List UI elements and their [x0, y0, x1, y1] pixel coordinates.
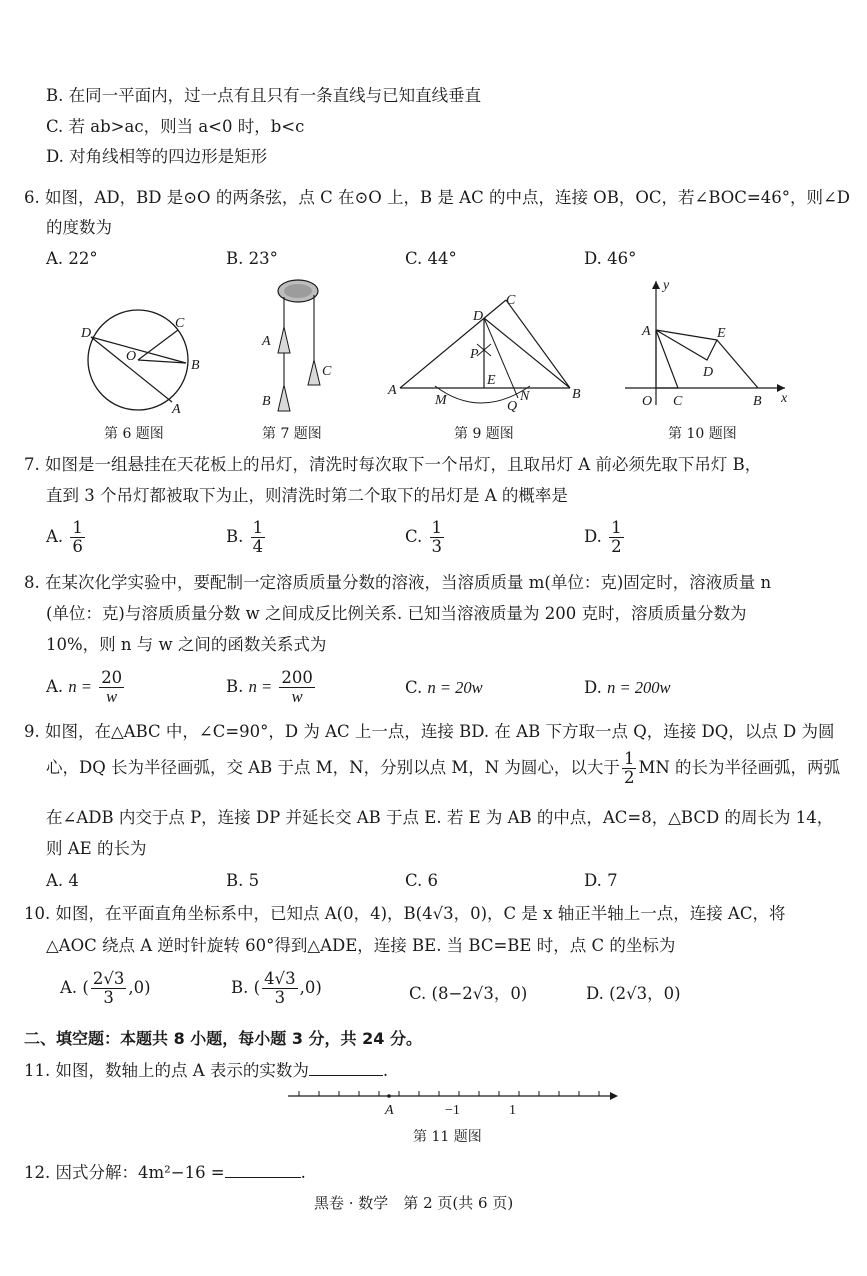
q8-stem-line2: (单位：克)与溶质质量分数 w 之间成反比例关系. 已知当溶液质量为 200 克时，溶质质量分数为: [46, 604, 747, 623]
q10-stem-line1: 10. 如图，在平面直角坐标系中，已知点 A(0，4)，B(4√3，0)，C 是 x 轴正半轴上一点，连接 AC，将: [24, 904, 786, 923]
q9-stem-line4: 则 AE 的长为: [46, 839, 147, 858]
fig10-label-d: D: [703, 365, 714, 380]
figure-6-caption: 第 6 题图: [104, 426, 164, 442]
q8-option-a: A. n = $\frac{20}{w}$: [46, 668, 123, 706]
section-2-heading: 二、填空题：本题共 8 小题，每小题 3 分，共 24 分。: [24, 1029, 422, 1048]
q12-answer-blank[interactable]: [225, 1161, 301, 1178]
fig10-label-y: y: [663, 278, 670, 293]
q7-option-b: B. $\frac{1}{4}$: [226, 518, 264, 556]
q9-option-d: D. 7: [584, 871, 618, 890]
fig9-label-b: B: [572, 387, 581, 402]
q7-option-d: D. $\frac{1}{2}$: [584, 518, 622, 556]
fig7-label-b: B: [262, 394, 271, 409]
q7-stem-line2: 直到 3 个吊灯都被取下为止，则清洗时第二个取下的吊灯是 A 的概率是: [46, 486, 568, 505]
fig6-label-a: A: [172, 402, 181, 415]
q11-axis-label-1: 1: [509, 1103, 516, 1118]
q11-answer-blank[interactable]: [309, 1059, 383, 1076]
q10-stem-line2: △AOC 绕点 A 逆时针旋转 60°得到△ADE，连接 BE. 当 BC=BE 时，点 C 的坐标为: [46, 936, 676, 955]
q8-option-d: D. n = 200w: [584, 678, 671, 697]
q9-stem-line2: 心，DQ 长为半径画弧，交 AB 于点 M，N，分别以点 M，N 为圆心，以大于 $\frac{1}{2}$ MN 的长为半径画弧，两弧: [46, 749, 841, 787]
fig10-label-c: C: [673, 394, 683, 409]
fig10-label-x: x: [781, 391, 788, 406]
q5-option-d: D. 对角线相等的四边形是矩形: [46, 147, 268, 166]
figure-10-coordinate: [615, 275, 795, 415]
figure-7-caption: 第 7 题图: [262, 426, 322, 442]
q6-stem-line1: 6. 如图，AD，BD 是⊙O 的两条弦，点 C 在⊙O 上，B 是 AC 的中点，连接 OB，OC，若∠BOC=46°，则∠D: [24, 188, 851, 207]
fig10-label-b: B: [753, 394, 762, 409]
q12-stem: 12. 因式分解：4m²−16 = .: [24, 1163, 306, 1182]
fig6-label-c: C: [175, 316, 185, 331]
figure-9-caption: 第 9 题图: [454, 426, 514, 442]
q11-axis-label-neg1: −1: [445, 1103, 460, 1118]
q10-option-c: C. (8−2√3，0): [409, 984, 528, 1003]
fig6-label-b: B: [191, 358, 200, 373]
fig9-label-c: C: [506, 293, 516, 308]
fig9-label-p: P: [470, 347, 479, 362]
q6-option-b: B. 23°: [226, 249, 278, 268]
figure-10-caption: 第 10 题图: [668, 426, 737, 442]
q6-option-c: C. 44°: [405, 249, 457, 268]
q9-stem-line1: 9. 如图，在△ABC 中，∠C=90°，D 为 AC 上一点，连接 BD. 在 AB 下方取一点 Q，连接 DQ，以点 D 为圆: [24, 722, 835, 741]
q9-stem-line3: 在∠ADB 内交于点 P，连接 DP 并延长交 AB 于点 E. 若 E 为 AB 的中点，AC=8，△BCD 的周长为 14，: [46, 808, 834, 827]
q5-option-c: C. 若 ab>ac，则当 a<0 时，b<c: [46, 117, 305, 136]
q11-stem: 11. 如图，数轴上的点 A 表示的实数为 .: [24, 1061, 389, 1080]
fig9-label-e: E: [487, 373, 496, 388]
fig9-label-q: Q: [507, 399, 518, 414]
q8-stem-line3: 10%，则 n 与 w 之间的函数关系式为: [46, 635, 327, 654]
q11-axis-label-a: A: [385, 1103, 394, 1118]
q8-option-b: B. n = $\frac{200}{w}$: [226, 668, 313, 706]
q9-option-a: A. 4: [46, 871, 79, 890]
q8-stem-line1: 8. 在某次化学实验中，要配制一定溶质质量分数的溶液，当溶质质量 m(单位：克)固定时，溶液质量 n: [24, 573, 772, 592]
q10-option-d: D. (2√3，0): [586, 984, 681, 1003]
fig9-label-n: N: [520, 389, 530, 404]
figure-9-triangle: [385, 288, 590, 418]
q7-stem-line1: 7. 如图是一组悬挂在天花板上的吊灯，清洗时每次取下一个吊灯，且取吊灯 A 前必须先取下吊灯 B，: [24, 455, 762, 474]
q6-stem-line2: 的度数为: [46, 218, 112, 237]
fig10-label-a: A: [642, 324, 651, 339]
q8-option-c: C. n = 20w: [405, 678, 483, 697]
fig9-label-d: D: [473, 309, 484, 324]
q9-option-c: C. 6: [405, 871, 439, 890]
fig9-label-m: M: [435, 393, 447, 408]
fig9-label-a: A: [388, 383, 397, 398]
q9-option-b: B. 5: [226, 871, 260, 890]
page-footer: 黑卷 · 数学 第 2 页(共 6 页): [314, 1194, 514, 1212]
figure-7-lamps: [258, 275, 338, 420]
q10-option-b: B. ( $\frac{4√3}{3}$ ,0): [231, 969, 322, 1007]
q11-figure-caption: 第 11 题图: [413, 1129, 482, 1145]
fig7-label-c: C: [322, 364, 332, 379]
q6-option-d: D. 46°: [584, 249, 637, 268]
fig10-label-e: E: [717, 326, 726, 341]
fig10-label-o: O: [642, 394, 653, 409]
q6-option-a: A. 22°: [46, 249, 98, 268]
q10-option-a: A. ( $\frac{2√3}{3}$ ,0): [60, 969, 151, 1007]
figure-6-circle: [78, 305, 208, 415]
fig6-label-o: O: [126, 349, 137, 364]
fig6-label-d: D: [81, 326, 92, 341]
q11-number-line: [285, 1088, 625, 1120]
q7-option-c: C. $\frac{1}{3}$: [405, 518, 443, 556]
q7-option-a: A. $\frac{1}{6}$: [46, 518, 83, 556]
q5-option-b: B. 在同一平面内，过一点有且只有一条直线与已知直线垂直: [46, 86, 482, 105]
fig7-label-a: A: [262, 334, 271, 349]
